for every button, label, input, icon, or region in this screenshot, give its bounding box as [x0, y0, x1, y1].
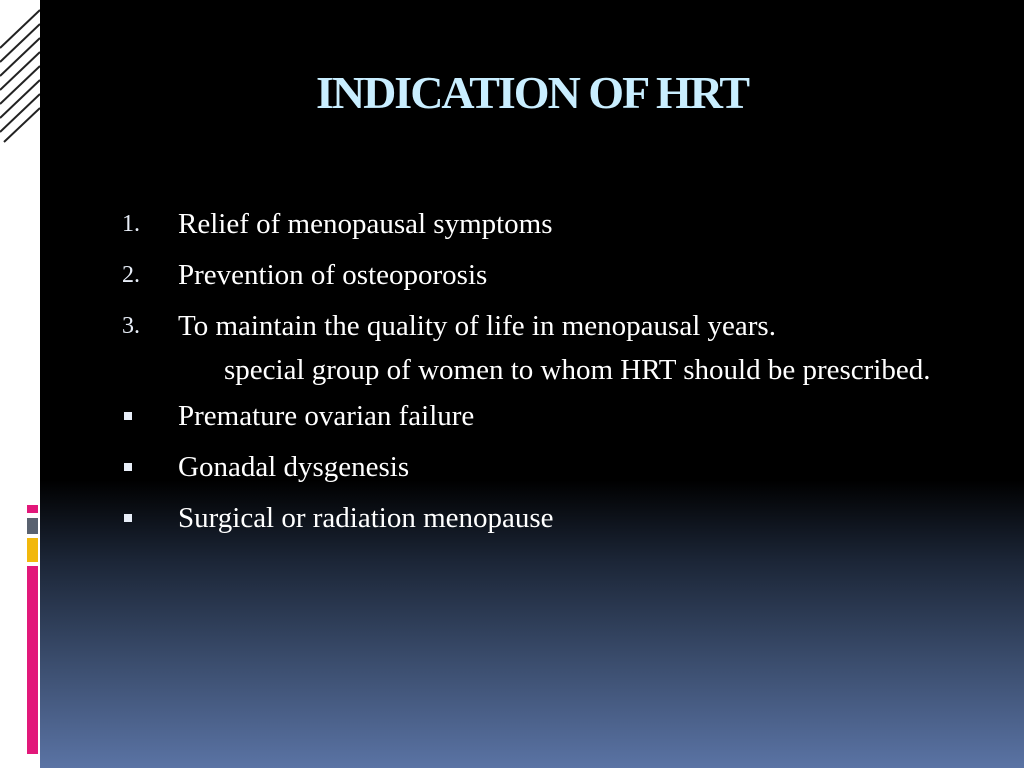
item-number: 3.: [122, 313, 140, 339]
square-bullet-icon: [124, 514, 132, 522]
item-text: Gonadal dysgenesis: [178, 451, 410, 483]
decorative-lines-icon: [0, 0, 40, 150]
accent-bar-yellow: [27, 538, 38, 562]
paragraph-text: special group of women to whom HRT should be prescribed.: [224, 354, 931, 386]
item-text: Relief of menopausal symptoms: [178, 208, 553, 240]
item-number: 2.: [122, 262, 140, 288]
item-text: Premature ovarian failure: [178, 400, 475, 432]
accent-bar-pink-top: [27, 505, 38, 513]
numbered-item: [118, 309, 964, 343]
accent-bar-gray: [27, 518, 38, 534]
item-text: To maintain the quality of life in menopausal years.: [178, 310, 776, 342]
item-text: Surgical or radiation menopause: [178, 502, 554, 534]
left-accent-strip: [0, 0, 40, 768]
slide-content: [118, 207, 964, 552]
bullet-item: [118, 501, 964, 535]
bullet-item: [118, 450, 964, 484]
slide-title: INDICATION OF HRT: [315, 67, 749, 118]
accent-bar-pink: [27, 566, 38, 754]
square-bullet-icon: [124, 463, 132, 471]
numbered-item: [118, 207, 964, 241]
bullet-item: [118, 399, 964, 433]
numbered-item: [118, 258, 964, 292]
square-bullet-icon: [124, 412, 132, 420]
item-number: 1.: [122, 211, 140, 237]
special-group-paragraph: [118, 353, 964, 387]
item-text: Prevention of osteoporosis: [178, 259, 488, 291]
